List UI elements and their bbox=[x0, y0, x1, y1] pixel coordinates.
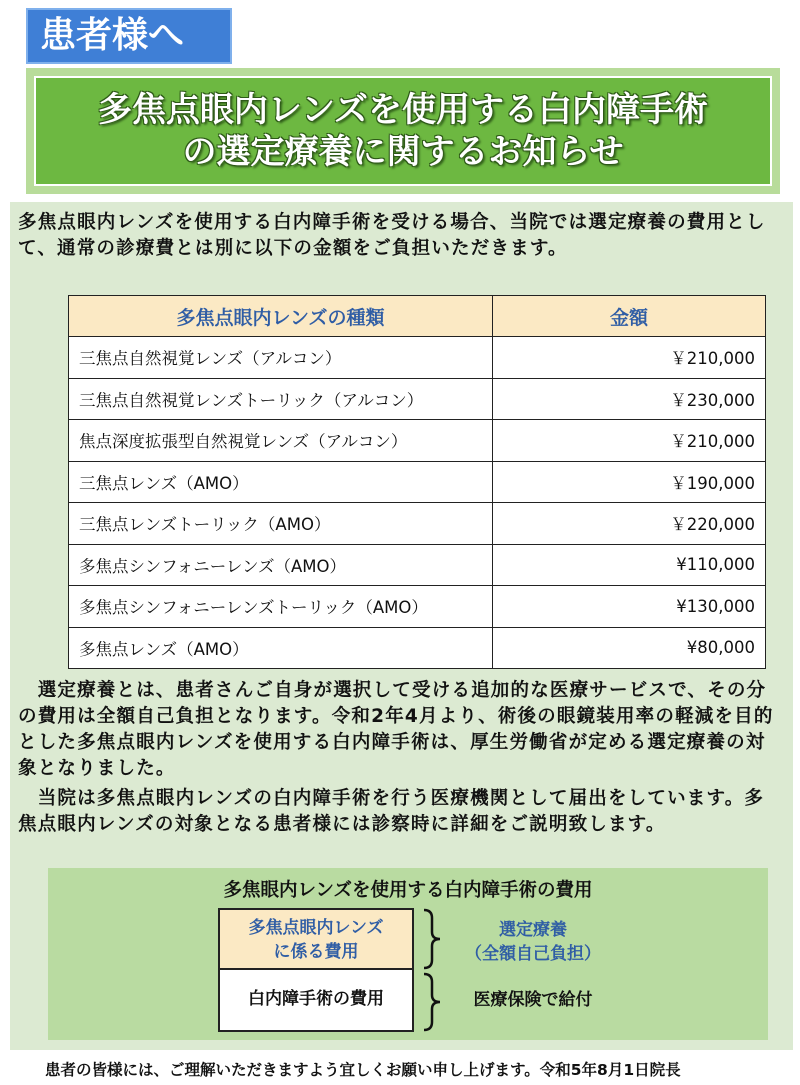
insurance-label: 医療保険で給付 bbox=[473, 990, 593, 1010]
title-line-2: の選定療養に関するお知らせ bbox=[182, 132, 624, 172]
lens-name: 三焦点自然視覚レンズトーリック（アルコン） bbox=[69, 378, 493, 420]
brace-icon bbox=[420, 908, 444, 970]
table-row bbox=[69, 337, 766, 379]
table-row bbox=[69, 544, 766, 586]
lens-name: 焦点深度拡張型自然視覚レンズ（アルコン） bbox=[69, 420, 493, 462]
lens-price: ￥210,000 bbox=[493, 337, 766, 379]
price-table bbox=[68, 295, 766, 669]
lens-cost-box bbox=[218, 908, 414, 970]
lens-price: ¥110,000 bbox=[493, 544, 766, 586]
lens-name: 多焦点レンズ（AMO） bbox=[69, 627, 493, 669]
cost-breakdown-title: 多焦眼内レンズを使用する白内障手術の費用 bbox=[223, 880, 593, 901]
lens-price: ￥190,000 bbox=[493, 461, 766, 503]
brace-icon bbox=[420, 972, 444, 1032]
lens-price: ￥220,000 bbox=[493, 503, 766, 545]
table-row bbox=[69, 378, 766, 420]
cost-breakdown-box bbox=[48, 868, 768, 1040]
lens-name: 三焦点レンズトーリック（AMO） bbox=[69, 503, 493, 545]
selective-care-label bbox=[448, 918, 618, 966]
title-banner-inner bbox=[34, 76, 772, 186]
lens-price: ￥230,000 bbox=[493, 378, 766, 420]
intro-text: 多焦点眼内レンズを使用する白内障手術を受ける場合、当院では選定療養の費用として、通常の診療費とは別に以下の金額をご負担いただきます。 bbox=[18, 212, 766, 259]
lens-name: 多焦点シンフォニーレンズ（AMO） bbox=[69, 544, 493, 586]
footer-note: 患者の皆様には、ご理解いただきますよう宜しくお願い申し上げます。令和5年8月1日院長 bbox=[45, 1061, 681, 1079]
table-row bbox=[69, 461, 766, 503]
lens-type-header: 多焦点眼内レンズの種類 bbox=[69, 296, 493, 337]
title-banner bbox=[26, 68, 780, 194]
lens-price: ￥210,000 bbox=[493, 420, 766, 462]
notice-paragraph: 当院は多焦点眼内レンズの白内障手術を行う医療機関として届出をしています。多焦点眼内レンズの対象となる患者様には診察時に詳細をご説明致します。 bbox=[18, 788, 765, 835]
table-row bbox=[69, 627, 766, 669]
selective-care-line-2: （全額自己負担） bbox=[465, 944, 601, 964]
table-row bbox=[69, 503, 766, 545]
selective-care-line-1: 選定療養 bbox=[499, 920, 567, 940]
surgery-cost-box: 白内障手術の費用 bbox=[218, 970, 414, 1032]
title-line-1: 多焦点眼内レンズを使用する白内障手術 bbox=[97, 90, 709, 130]
price-table-header bbox=[69, 296, 766, 337]
lens-price: ¥80,000 bbox=[493, 627, 766, 669]
lens-name: 三焦点レンズ（AMO） bbox=[69, 461, 493, 503]
patient-tag: 患者様へ bbox=[26, 8, 232, 64]
table-row bbox=[69, 586, 766, 628]
lens-name: 多焦点シンフォニーレンズトーリック（AMO） bbox=[69, 586, 493, 628]
lens-cost-line-2: に係る費用 bbox=[273, 942, 359, 962]
lens-name: 三焦点自然視覚レンズ（アルコン） bbox=[69, 337, 493, 379]
lens-cost-line-1: 多焦点眼内レンズ bbox=[248, 918, 384, 938]
table-row bbox=[69, 420, 766, 462]
price-header: 金額 bbox=[493, 296, 766, 337]
lens-price: ¥130,000 bbox=[493, 586, 766, 628]
explanation-paragraph: 選定療養とは、患者さんご自身が選択して受ける追加的な医療サービスで、その分の費用は全額自己負担となります。令和2年4月より、術後の眼鏡装用率の軽減を目的とした多焦点眼内レンズを使用する白内障手術は、厚生労働省が定める選定療養の対象となりました。 bbox=[18, 680, 774, 779]
